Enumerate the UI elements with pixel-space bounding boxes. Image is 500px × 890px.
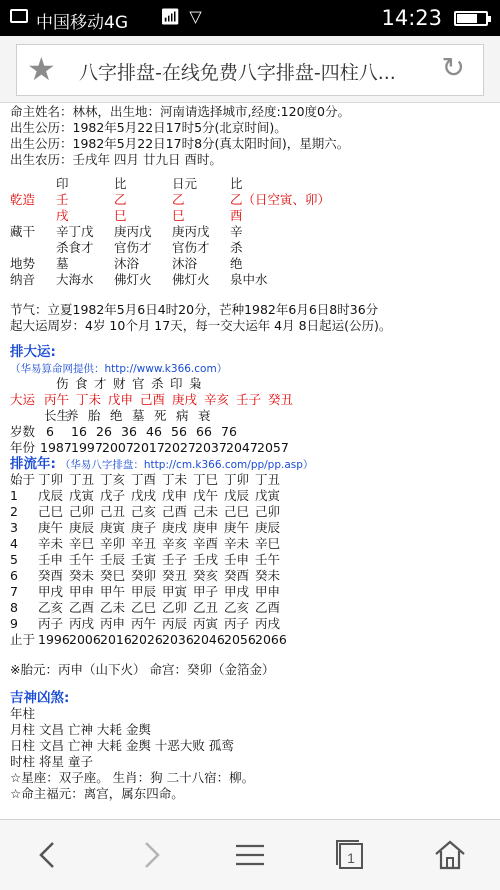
dishi-cell: 绝: [230, 256, 243, 271]
dayun-year-cell: 2047: [226, 440, 258, 455]
dayun-ganzhi-cell: 丙午: [44, 392, 70, 407]
liunian-cell: 丁卯: [38, 472, 64, 487]
liunian-cell: 己亥: [131, 504, 157, 519]
liunian-cell: 庚寅: [100, 520, 126, 535]
url-box[interactable]: [16, 44, 484, 96]
liunian-cell: 乙未: [100, 600, 126, 615]
chevron-right-icon: [134, 838, 168, 872]
qiyun-line: 起大运周岁：4岁 10个月 17天，每一交大运年 4月 8日起运(公历)。: [10, 318, 392, 333]
tab-count: 1: [347, 850, 355, 866]
shensha-heading: 吉神凶煞:: [10, 690, 70, 706]
liunian-row-label: 2: [10, 504, 18, 519]
liunian-cell: 戊寅: [69, 488, 95, 503]
nayin-cell: 佛灯火: [172, 272, 210, 287]
stem-cell: 乙: [114, 192, 127, 207]
liunian-cell: 2066: [255, 632, 287, 647]
liunian-cell: 甲戌: [224, 584, 250, 599]
dayun-shishen-cell: 财: [113, 376, 126, 391]
clock: 14:23: [381, 6, 442, 30]
shishen-cell: 官伤才: [114, 240, 152, 255]
dayun-ganzhi-cell: 丁未: [76, 392, 102, 407]
liunian-cell: 癸酉: [38, 568, 64, 583]
dayun-ganzhi-row: [10, 392, 495, 408]
dayun-shishen-cell: 食: [75, 376, 88, 391]
tabs-icon: [333, 838, 367, 872]
shishen-cell: 杀食才: [56, 240, 94, 255]
liunian-row-label: 7: [10, 584, 18, 599]
dayun-years-row: [10, 440, 495, 456]
taiyuan-line: ※胎元：丙申（山下火） 命宫：癸卯（金箔金）: [10, 662, 275, 677]
info-line: 命主姓名：林林，出生地：河南请选择城市,经度:120度0分。: [10, 104, 350, 119]
dishi-cell: 沐浴: [172, 256, 198, 271]
liunian-end-row: [10, 632, 495, 648]
nayin-cell: 佛灯火: [114, 272, 152, 287]
liunian-row-label: 始于: [10, 472, 36, 487]
liunian-row: [10, 568, 495, 584]
page-content: [10, 104, 495, 802]
liunian-heading: 排流年:: [10, 456, 56, 472]
liunian-cell: 庚辰: [255, 520, 281, 535]
nayin-cell: 大海水: [56, 272, 94, 287]
liunian-cell: 丙申: [100, 616, 126, 631]
liunian-cell: 庚申: [193, 520, 219, 535]
liunian-row-label: 1: [10, 488, 18, 503]
dayun-ganzhi-cell: 癸丑: [268, 392, 294, 407]
liunian-cell: 2006: [69, 632, 101, 647]
liunian-cell: 庚午: [38, 520, 64, 535]
dayun-year-cell: 2027: [164, 440, 196, 455]
dayun-age-cell: 26: [96, 424, 112, 439]
liunian-cell: 辛巳: [69, 536, 95, 551]
info-line: 出生公历：1982年5月22日17时8分(真太阳时间)，星期六。: [10, 136, 350, 151]
liunian-cell: 丁亥: [100, 472, 126, 487]
liunian-cell: 丁巳: [193, 472, 219, 487]
dayun-changsheng-cell: 死: [154, 408, 167, 423]
liunian-cell: 辛未: [224, 536, 250, 551]
liunian-cell: 丙寅: [193, 616, 219, 631]
info-line: 出生农历：壬戌年 四月 廿九日 酉时。: [10, 152, 222, 167]
liunian-cell: 庚戌: [162, 520, 188, 535]
liunian-row-label: 4: [10, 536, 18, 551]
branches-row: [10, 208, 495, 224]
shensha-line: 年柱: [10, 706, 36, 721]
dayun-shishen-cell: 才: [94, 376, 107, 391]
liunian-row: [10, 616, 495, 632]
chevron-left-icon: [31, 838, 65, 872]
dayun-ganzhi-cell: 己酉: [140, 392, 166, 407]
pillar-header-row: [10, 176, 495, 192]
canggan-cell: 辛丁戊: [56, 224, 94, 239]
liunian-cell: 己巳: [38, 504, 64, 519]
shishen-cell: 杀: [230, 240, 243, 255]
stem-cell: 乙: [172, 192, 185, 207]
qianzao-label: 乾造: [10, 192, 36, 207]
dayun-ganzhi-cell: 庚戌: [172, 392, 198, 407]
liunian-cell: 己卯: [255, 504, 281, 519]
dayun-age-cell: 76: [221, 424, 237, 439]
liunian-cell: 2026: [131, 632, 163, 647]
liunian-cell: 2036: [162, 632, 194, 647]
liunian-cell: 癸未: [255, 568, 281, 583]
dayun-changsheng-cell: 病: [176, 408, 189, 423]
forward-button[interactable]: [121, 832, 181, 878]
dayun-ganzhi-cell: 辛亥: [204, 392, 230, 407]
dayun-shishen-cell: 伤: [56, 376, 69, 391]
dayun-changsheng-cell: 胎: [88, 408, 101, 423]
liunian-cell: 甲申: [69, 584, 95, 599]
liunian-cell: 甲寅: [162, 584, 188, 599]
tabs-button[interactable]: [320, 832, 380, 878]
shensha-line: 月柱 文昌 亡神 大耗 金舆: [10, 722, 151, 737]
dayun-age-cell: 6: [46, 424, 54, 439]
nayin-cell: 泉中水: [230, 272, 268, 287]
liunian-cell: 壬午: [69, 552, 95, 567]
canggan-cell: 庚丙戊: [114, 224, 152, 239]
dayun-year-cell: 1987: [40, 440, 72, 455]
shishen-cell: 官伤才: [172, 240, 210, 255]
dishi-cell: 墓: [56, 256, 69, 271]
liunian-row-label: 9: [10, 616, 18, 631]
liunian-cell: 己酉: [162, 504, 188, 519]
dayun-shishen-row: [10, 376, 495, 392]
liunian-cell: 辛卯: [100, 536, 126, 551]
liunian-start-row: [10, 472, 495, 488]
dayun-changsheng-cell: 绝: [110, 408, 123, 423]
dayun-heading-line: [10, 344, 495, 360]
message-icon: [10, 9, 28, 23]
liunian-cell: 甲申: [255, 584, 281, 599]
liunian-row-label: 5: [10, 552, 18, 567]
pillar-header: 比: [114, 176, 127, 191]
dayun-source-link[interactable]: （华易算命网提供：http://www.k366.com）: [10, 363, 228, 375]
canggan-label: 藏干: [10, 224, 36, 239]
shensha-line: 时柱 将星 童子: [10, 754, 93, 769]
liunian-cell: 癸丑: [162, 568, 188, 583]
canggan-row: [10, 224, 495, 240]
liunian-cell: 己未: [193, 504, 219, 519]
dayun-age-cell: 46: [146, 424, 162, 439]
liunian-cell: 2016: [100, 632, 132, 647]
liunian-cell: 乙亥: [38, 600, 64, 615]
reload-icon[interactable]: ↻: [441, 51, 465, 84]
liunian-cell: 1996: [38, 632, 70, 647]
liunian-cell: 己丑: [100, 504, 126, 519]
pillar-header: 日元: [172, 176, 198, 191]
jieqi-line: 节气：立夏1982年5月6日4时20分，芒种1982年6月6日8时36分: [10, 302, 379, 317]
liunian-cell: 丁未: [162, 472, 188, 487]
liunian-cell: 壬午: [255, 552, 281, 567]
liunian-cell: 2046: [193, 632, 225, 647]
shensha-line: ☆命主福元：离宫，属东四命。: [10, 786, 184, 801]
dayun-year-cell: 2037: [195, 440, 227, 455]
liunian-cell: 壬申: [38, 552, 64, 567]
stem-cell: 壬: [56, 192, 69, 207]
status-bar: [0, 0, 500, 36]
hamburger-menu-icon: [233, 838, 267, 872]
liunian-cell: 辛未: [38, 536, 64, 551]
liunian-cell: 甲辰: [131, 584, 157, 599]
liunian-row: [10, 600, 495, 616]
page-title[interactable]: 八字排盘-在线免费八字排盘-四柱八...: [79, 62, 396, 84]
liunian-cell: 戊申: [162, 488, 188, 503]
shensha-line: 日柱 文昌 亡神 大耗 金舆 十恶大败 孤鸾: [10, 738, 234, 753]
back-button[interactable]: [18, 832, 78, 878]
nayin-label: 纳音: [10, 272, 36, 287]
liunian-cell: 戊戌: [131, 488, 157, 503]
liunian-cell: 丙午: [131, 616, 157, 631]
liunian-cell: 乙卯: [162, 600, 188, 615]
liunian-cell: 乙亥: [224, 600, 250, 615]
liunian-cell: 壬辰: [100, 552, 126, 567]
liunian-cell: 丙辰: [162, 616, 188, 631]
dishi-cell: 沐浴: [114, 256, 140, 271]
liunian-cell: 甲戌: [38, 584, 64, 599]
dayun-source-line: [10, 360, 495, 376]
shensha-list: [10, 706, 495, 802]
branch-cell: 酉: [230, 208, 243, 223]
liunian-cell: 壬子: [162, 552, 188, 567]
liunian-cell: 壬寅: [131, 552, 157, 567]
liunian-cell: 己巳: [224, 504, 250, 519]
liunian-cell: 己卯: [69, 504, 95, 519]
year-label: 年份: [10, 440, 36, 455]
dayun-ganzhi-cell: 壬子: [236, 392, 262, 407]
liunian-cell: 甲午: [100, 584, 126, 599]
shishen-row: [10, 240, 495, 256]
liunian-cell: 壬申: [224, 552, 250, 567]
stems-row: [10, 192, 495, 208]
dayun-age-cell: 16: [71, 424, 87, 439]
dayun-changsheng-row: [10, 408, 495, 424]
dayun-shishen-cell: 官: [132, 376, 145, 391]
dayun-age-cell: 56: [171, 424, 187, 439]
dayun-shishen-cell: 印: [170, 376, 183, 391]
dayun-ages-row: [10, 424, 495, 440]
liunian-cell: 庚子: [131, 520, 157, 535]
shensha-heading-line: [10, 690, 495, 706]
liunian-row: [10, 552, 495, 568]
dayun-changsheng-cell: 长生: [44, 408, 70, 423]
dayun-shishen-cell: 杀: [151, 376, 164, 391]
dayun-age-cell: 66: [196, 424, 212, 439]
liunian-row: [10, 520, 495, 536]
liunian-source-link[interactable]: （华易八字排盘：http://cm.k366.com/pp/pp.asp）: [59, 459, 314, 471]
liunian-cell: 丁卯: [224, 472, 250, 487]
liunian-row-label: 6: [10, 568, 18, 583]
liunian-cell: 辛亥: [162, 536, 188, 551]
canggan-cell: 辛: [230, 224, 243, 239]
liunian-cell: 辛酉: [193, 536, 219, 551]
branch-cell: 巳: [114, 208, 127, 223]
liunian-cell: 癸巳: [100, 568, 126, 583]
dayun-age-cell: 36: [121, 424, 137, 439]
dayun-year-cell: 1997: [71, 440, 103, 455]
liunian-cell: 丁丑: [255, 472, 281, 487]
liunian-row-label: 8: [10, 600, 18, 615]
bookmark-star-icon[interactable]: ★: [27, 50, 56, 88]
liunian-cell: 戊辰: [224, 488, 250, 503]
liunian-cell: 壬戌: [193, 552, 219, 567]
liunian-table: [10, 472, 495, 648]
liunian-cell: 癸亥: [193, 568, 219, 583]
info-line: 出生公历：1982年5月22日17时5分(北京时间)。: [10, 120, 287, 135]
liunian-cell: 辛丑: [131, 536, 157, 551]
dayun-year-cell: 2017: [133, 440, 165, 455]
liunian-cell: 庚辰: [69, 520, 95, 535]
dishi-row: [10, 256, 495, 272]
liunian-row: [10, 536, 495, 552]
liunian-cell: 甲子: [193, 584, 219, 599]
carrier-label: 中国移动4G: [36, 13, 128, 33]
dayun-changsheng-cell: 养: [66, 408, 79, 423]
browser-toolbar: [0, 819, 500, 890]
home-icon: [433, 838, 467, 872]
liunian-row: [10, 584, 495, 600]
pillar-header: 印: [56, 176, 69, 191]
nayin-row: [10, 272, 495, 288]
liunian-cell: 丙子: [38, 616, 64, 631]
liunian-row: [10, 504, 495, 520]
liunian-cell: 癸卯: [131, 568, 157, 583]
liunian-cell: 戊子: [100, 488, 126, 503]
liunian-cell: 丙子: [224, 616, 250, 631]
dayun-year-cell: 2007: [102, 440, 134, 455]
liunian-cell: 辛巳: [255, 536, 281, 551]
browser-address-bar: [0, 36, 500, 103]
liunian-cell: 丁丑: [69, 472, 95, 487]
liunian-row-label: 3: [10, 520, 18, 535]
dayun-ganzhi-cell: 戊申: [108, 392, 134, 407]
liunian-cell: 丙戌: [255, 616, 281, 631]
pillar-header: 比: [230, 176, 243, 191]
liunian-cell: 戊午: [193, 488, 219, 503]
liunian-cell: 乙酉: [69, 600, 95, 615]
branch-cell: 戌: [56, 208, 69, 223]
dayun-shishen-cell: 枭: [189, 376, 202, 391]
dayun-year-cell: 2057: [257, 440, 289, 455]
liunian-row-label: 止于: [10, 632, 36, 647]
liunian-row: [10, 488, 495, 504]
dishi-label: 地势: [10, 256, 36, 271]
liunian-cell: 丁酉: [131, 472, 157, 487]
dayun-label: 大运: [10, 392, 36, 407]
age-label: 岁数: [10, 424, 36, 439]
battery-icon: [454, 11, 488, 26]
branch-cell: 巳: [172, 208, 185, 223]
liunian-cell: 2056: [224, 632, 256, 647]
liunian-cell: 庚午: [224, 520, 250, 535]
liunian-cell: 癸酉: [224, 568, 250, 583]
liunian-cell: 乙巳: [131, 600, 157, 615]
dayun-heading: 排大运:: [10, 344, 56, 360]
liunian-cell: 癸未: [69, 568, 95, 583]
dayun-changsheng-cell: 衰: [198, 408, 211, 423]
canggan-cell: 庚丙戊: [172, 224, 210, 239]
signal-wifi-icons: 📶︎ ▽: [160, 7, 204, 26]
liunian-cell: 乙酉: [255, 600, 281, 615]
liunian-cell: 乙丑: [193, 600, 219, 615]
liunian-cell: 戊辰: [38, 488, 64, 503]
dayun-changsheng-cell: 墓: [132, 408, 145, 423]
liunian-heading-line: [10, 456, 495, 472]
liunian-cell: 戊寅: [255, 488, 281, 503]
liunian-cell: 丙戌: [69, 616, 95, 631]
home-button[interactable]: [420, 832, 480, 878]
menu-button[interactable]: [220, 832, 280, 878]
stem-cell: 乙（日空寅、卯）: [230, 192, 331, 207]
shensha-line: ☆星座：双子座。 生肖：狗 二十八宿：柳。: [10, 770, 255, 785]
